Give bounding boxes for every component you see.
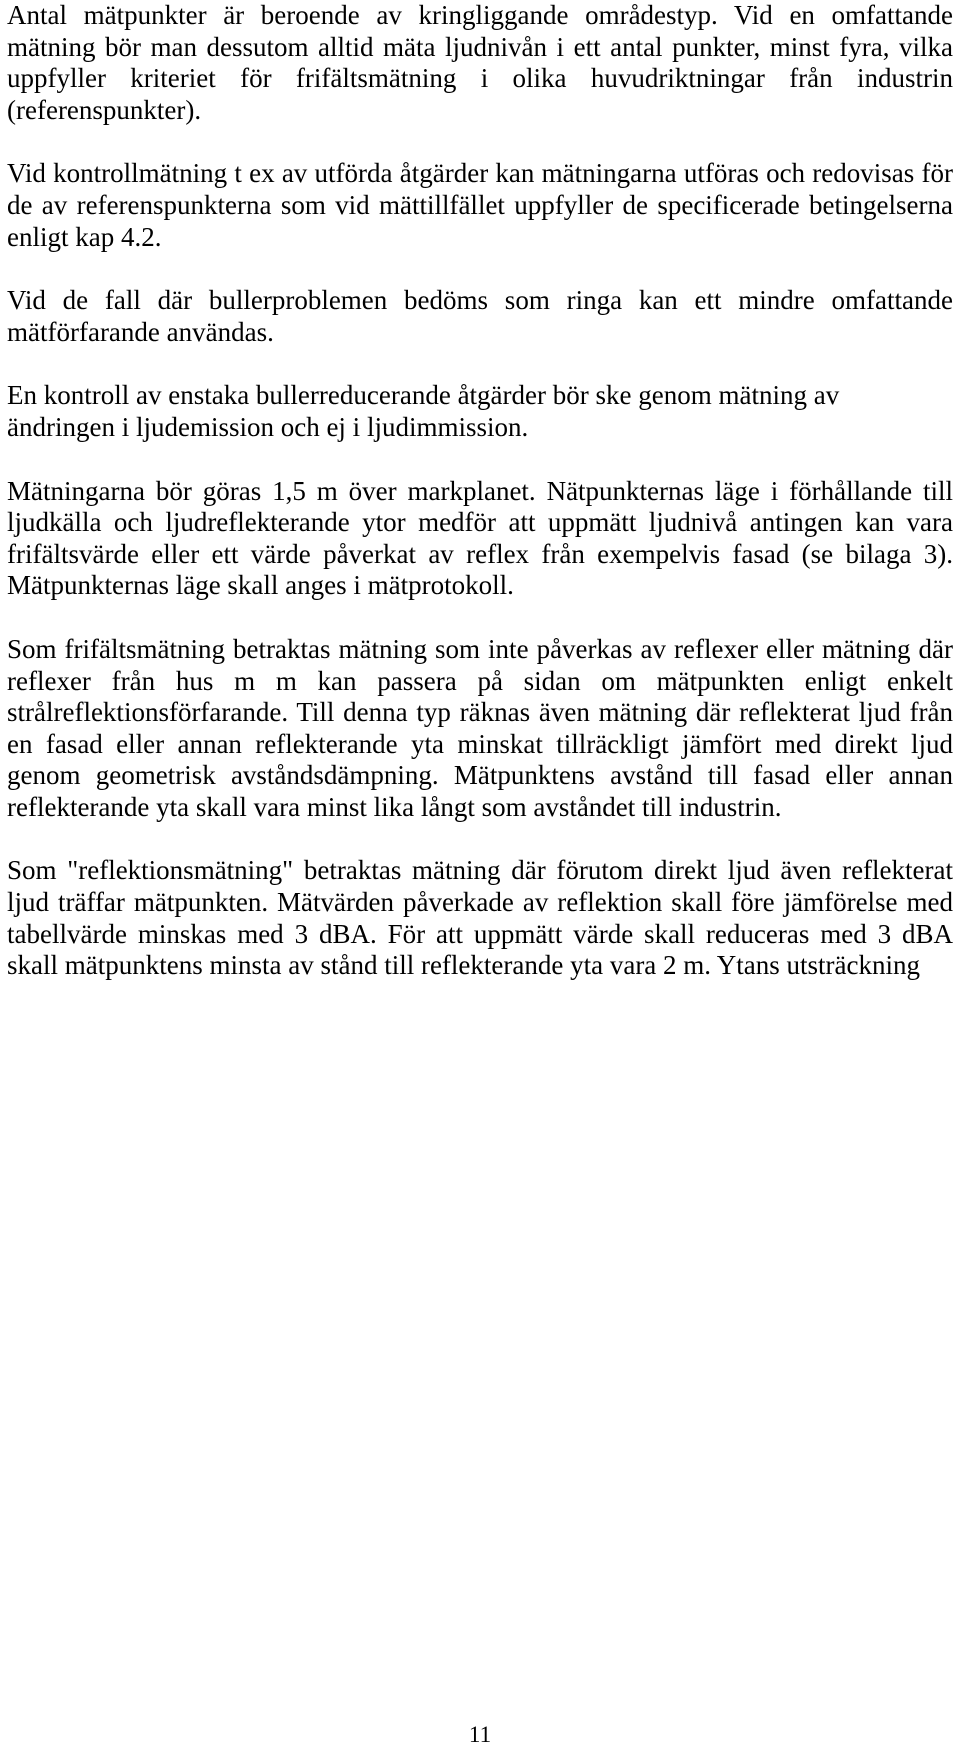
paragraph-minor-problems: Vid de fall där bullerproblemen bedöms som ringa kan ett mindre omfattande mätförfarande användas. <box>7 285 953 347</box>
paragraph-control-measurement: Vid kontrollmätning t ex av utförda åtgärder kan mätningarna utföras och redovisas för de av referenspunkterna som vid mättillfället uppfyller de specificerade betingelserna enligt kap 4.2. <box>7 158 953 252</box>
paragraph-measurement-points: Antal mätpunkter är beroende av kringliggande områdestyp. Vid en omfattande mätning bör man dessutom alltid mäta ljudnivån i ett antal punkter, minst fyra, vilka uppfyller kriteriet för frifältsmätning i olika huvudriktningar från industrin (referenspunkter). <box>7 0 953 125</box>
paragraph-measurement-height: Mätningarna bör göras 1,5 m över markplanet. Nätpunkternas läge i förhållande till ljudkälla och ljudreflekterande ytor medför att uppmätt ljudnivå antingen kan vara frifältsvärde eller ett värde påverkat av reflex från exempelvis fasad (se bilaga 3). Mätpunkternas läge skall anges i mätprotokoll. <box>7 475 953 601</box>
page-number: 11 <box>468 1722 492 1747</box>
document-page <box>7 0 953 1014</box>
paragraph-reflection-measurement: Som "reflektionsmätning" betraktas mätning där förutom direkt ljud även reflekterat ljud träffar mätpunkten. Mätvärden påverkade av reflektion skall före jämförelse med tabellvärde minskas med 3 dBA. För att uppmätt värde skall reduceras med 3 dBA skall mätpunktens minsta av stånd till reflekterande yta vara 2 m. Ytans utsträckning <box>7 855 953 981</box>
paragraph-free-field: Som frifältsmätning betraktas mätning som inte påverkas av reflexer eller mätning där reflexer från hus m m kan passera på sidan om mätpunkten enligt enkelt strålreflektionsförfarande. Till denna typ räknas även mätning där reflekterat ljud från en fasad eller annan reflekterande yta minskat tillräckligt jämfört med direkt ljud genom geometrisk avståndsdämpning. Mätpunktens avstånd till fasad eller annan reflekterande yta skall vara minst lika långt som avståndet till industrin. <box>7 633 953 822</box>
paragraph-emission-check: En kontroll av enstaka bullerreducerande åtgärder bör ske genom mätning av ändringen i ljudemission och ej i ljudimmission. <box>7 380 840 442</box>
